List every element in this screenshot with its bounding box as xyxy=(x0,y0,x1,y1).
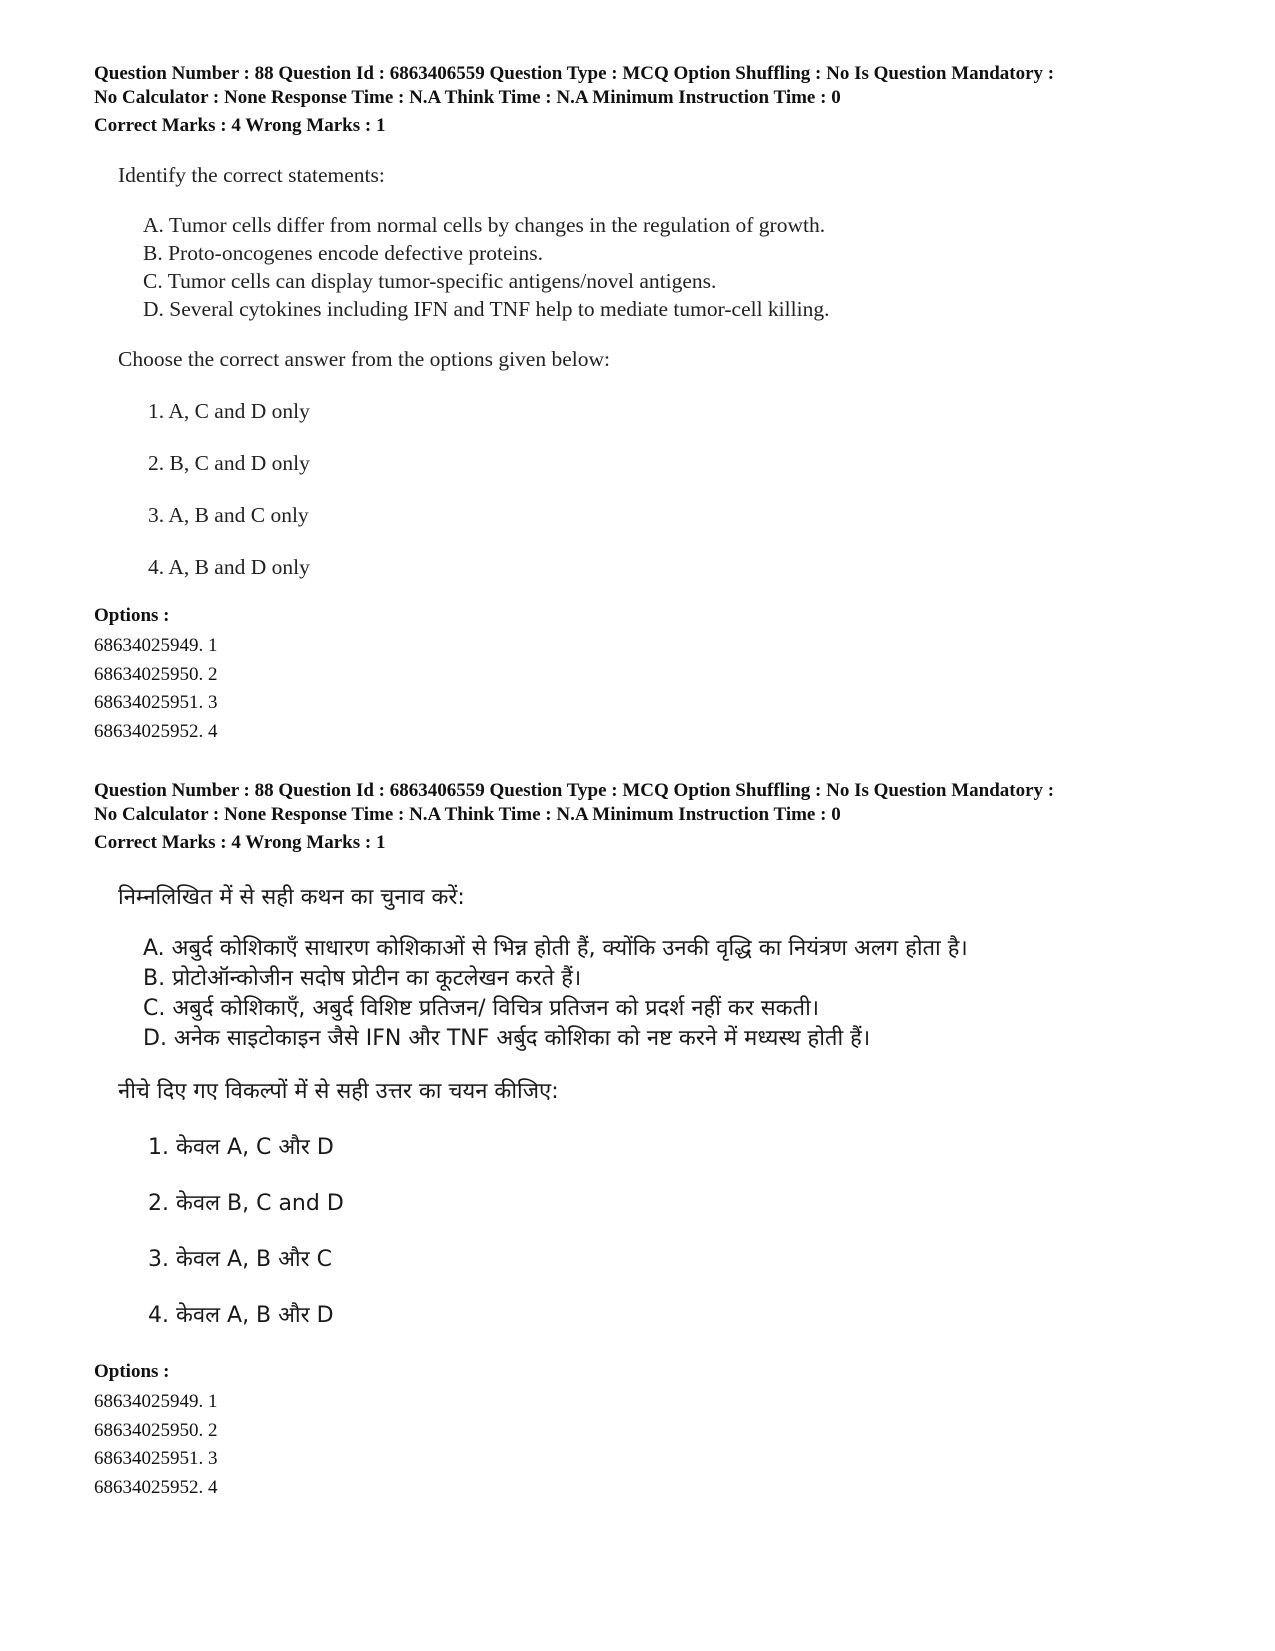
meta-line-2: No Calculator : None Response Time : N.A Think Time : N.A Minimum Instruction Time : 0 xyxy=(94,804,841,825)
statement-b: B. Proto-oncogenes encode defective proteins. xyxy=(143,241,544,265)
answer-3: 3. केवल A, B और C xyxy=(148,1247,333,1272)
option-row: 68634025951. 3 xyxy=(94,1448,218,1469)
answer-2: 2. केवल B, C and D xyxy=(148,1191,344,1216)
options-block-2 xyxy=(94,1360,1204,1502)
question-meta-2 xyxy=(94,779,1204,874)
answer-4: 4. A, B and D only xyxy=(148,555,310,579)
options-list xyxy=(94,1388,1204,1502)
statement-d: D. Several cytokines including IFN and TNF help to mediate tumor-cell killing. xyxy=(143,297,830,321)
answer-3: 3. A, B and C only xyxy=(148,503,309,527)
statement-list xyxy=(118,211,1118,323)
answer-4: 4. केवल A, B और D xyxy=(148,1303,334,1328)
option-row: 68634025949. 1 xyxy=(94,1391,218,1412)
meta-line-1: Question Number : 88 Question Id : 6863406559 Question Type : MCQ Option Shuffling : No Is Question Mandatory : xyxy=(94,780,1055,801)
answer-1: 1. A, C and D only xyxy=(148,399,310,423)
question-body-english xyxy=(118,161,1118,581)
option-row: 68634025952. 4 xyxy=(94,1476,218,1498)
answer-1: 1. केवल A, C और D xyxy=(148,1135,334,1160)
question-body-hindi xyxy=(118,884,1118,1330)
statement-list xyxy=(118,934,1118,1054)
options-block-1 xyxy=(94,604,1204,746)
options-title: Options : xyxy=(94,605,170,626)
statement-c: C. Tumor cells can display tumor-specific antigens/novel antigens. xyxy=(143,269,717,293)
question-meta-1 xyxy=(94,62,1204,157)
meta-line-1: Question Number : 88 Question Id : 6863406559 Question Type : MCQ Option Shuffling : No Is Question Mandatory : xyxy=(94,63,1055,84)
option-row: 68634025951. 3 xyxy=(94,692,218,713)
marks-line: Correct Marks : 4 Wrong Marks : 1 xyxy=(94,115,386,136)
question-intro: Identify the correct statements: xyxy=(118,163,385,187)
question-intro: निम्नलिखित में से सही कथन का चुनाव करें: xyxy=(118,885,465,910)
choose-instruction: Choose the correct answer from the options given below: xyxy=(118,347,610,371)
option-row: 68634025950. 2 xyxy=(94,663,218,685)
options-title: Options : xyxy=(94,1361,170,1382)
choose-instruction: नीचे दिए गए विकल्पों में से सही उत्तर का चयन कीजिए: xyxy=(118,1079,559,1104)
statement-c: C. अबुर्द कोशिकाएँ, अबुर्द विशिष्ट प्रतिजन/ विचित्र प्रतिजन को प्रदर्श नहीं कर सकती। xyxy=(143,996,820,1021)
statement-b: B. प्रोटोऑन्कोजीन सदोष प्रोटीन का कूटलेखन करते हैं। xyxy=(143,966,582,991)
answer-list xyxy=(118,1134,1118,1330)
meta-line-2: No Calculator : None Response Time : N.A Think Time : N.A Minimum Instruction Time : 0 xyxy=(94,87,841,108)
options-list xyxy=(94,632,1204,746)
option-row: 68634025950. 2 xyxy=(94,1419,218,1441)
answer-2: 2. B, C and D only xyxy=(148,451,310,475)
marks-line: Correct Marks : 4 Wrong Marks : 1 xyxy=(94,832,386,853)
option-row: 68634025949. 1 xyxy=(94,635,218,656)
statement-d: D. अनेक साइटोकाइन जैसे IFN और TNF अर्बुद कोशिका को नष्ट करने में मध्यस्थ होती हैं। xyxy=(143,1026,871,1051)
answer-list xyxy=(118,397,1118,581)
statement-a: A. अबुर्द कोशिकाएँ साधारण कोशिकाओं से भिन्न होती हैं, क्योंकि उनकी वृद्धि का नियंत्रण अलग होता है। xyxy=(143,936,968,961)
statement-a: A. Tumor cells differ from normal cells by changes in the regulation of growth. xyxy=(143,213,826,237)
option-row: 68634025952. 4 xyxy=(94,720,218,742)
